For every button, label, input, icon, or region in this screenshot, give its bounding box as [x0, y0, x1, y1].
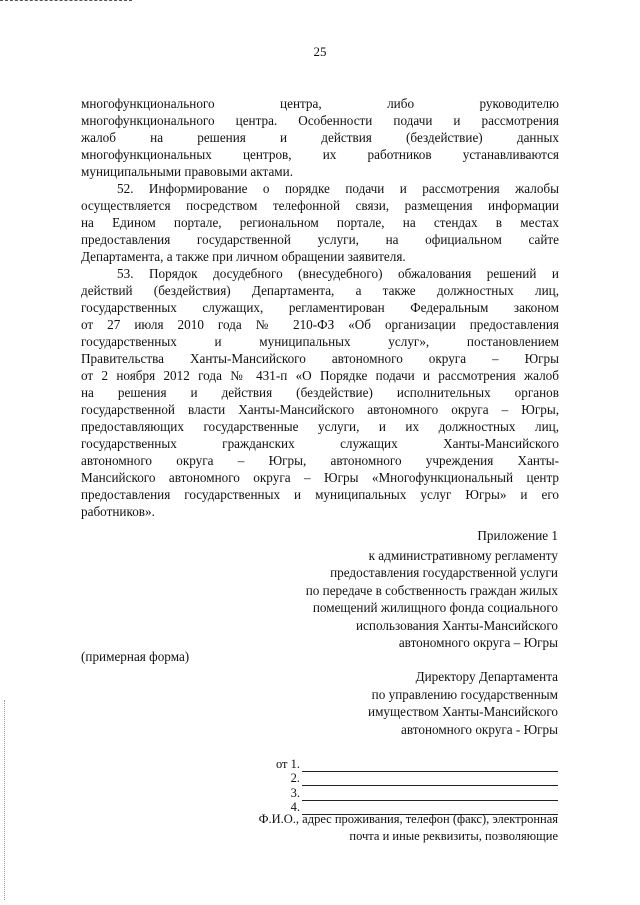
addressee-line: автономного округа - Югры	[401, 721, 558, 737]
blank-line	[302, 790, 558, 801]
text-line: многофункционального центра, либо руководителю	[81, 96, 559, 111]
paragraph-continuation	[81, 95, 559, 180]
appendix-line: к административному регламенту	[368, 547, 558, 563]
appendix-line: автономного округа – Югры	[398, 635, 558, 650]
text-line: муниципальными правовыми актами.	[81, 164, 293, 179]
text-line: предоставления государственных и муниципальных услуг Югры» и его	[81, 487, 559, 502]
text-line: государственных и муниципальных услуг», постановлением	[81, 334, 559, 349]
scan-top-mark	[0, 0, 132, 3]
text-line: государственной власти Ханты-Мансийского автономного округа – Югры,	[81, 402, 559, 417]
text-line: 52. Информирование о порядке подачи и рассмотрения жалобы	[117, 181, 559, 196]
text-line: государственных служащих, регламентирован Федеральным законом	[81, 300, 559, 315]
footnote-line: Ф.И.О., адрес проживания, телефон (факс), электронная	[258, 812, 558, 826]
addressee-line: имуществом Ханты-Мансийского	[368, 704, 558, 719]
field-label: 4.	[290, 800, 300, 814]
appendix-title: Приложение 1	[477, 528, 558, 543]
appendix-line: помещений жилищного фонда социального	[312, 600, 558, 615]
text-line: многофункциональных центров, их работников устанавливаются	[81, 147, 559, 162]
text-line: осуществляется посредством телефонной связи, размещения информации	[81, 198, 559, 213]
fields-footnote	[259, 811, 558, 845]
field-label: от 1.	[275, 756, 300, 771]
appendix-line: предоставления государственной услуги	[330, 565, 558, 580]
applicant-field-row	[250, 786, 558, 801]
document-body	[81, 95, 559, 520]
text-line: предоставляющих государственные услуги, и их должностных лиц,	[81, 419, 559, 434]
appendix-header	[306, 527, 558, 652]
text-line: Департамента, а также при личном обращении заявителя.	[81, 249, 406, 264]
appendix-line: по передаче в собственность граждан жилых	[305, 582, 558, 598]
scan-edge-mark	[4, 700, 6, 900]
text-line: от 27 июля 2010 года № 210-ФЗ «Об организации предоставления	[81, 317, 559, 332]
paragraph-52	[81, 180, 559, 265]
applicant-field-row	[250, 772, 558, 787]
text-line: работников».	[81, 504, 155, 519]
text-line: государственных гражданских служащих Ханты-Мансийского	[81, 436, 559, 451]
text-line: действий (бездействия) Департамента, а также должностных лиц,	[81, 283, 559, 298]
appendix-line: использования Ханты-Мансийского	[355, 617, 558, 633]
text-line: от 2 ноября 2012 года № 431-п «О Порядке подачи и рассмотрения жалоб	[81, 368, 559, 383]
field-label: 3.	[290, 785, 300, 800]
paragraph-53	[81, 265, 559, 520]
text-line: жалоб на решения и действия (бездействие) данных	[81, 130, 559, 145]
text-line: 53. Порядок досудебного (внесудебного) обжалования решений и	[117, 266, 559, 281]
applicant-field-row	[250, 757, 558, 772]
addressee-line: по управлению государственным	[371, 686, 558, 702]
text-line: предоставления государственной услуги, на официальном сайте	[81, 232, 559, 247]
addressee-block	[368, 668, 558, 738]
footnote-line: почта и иные реквизиты, позволяющие	[349, 829, 558, 843]
applicant-fields	[250, 757, 558, 815]
text-line: Мансийского автономного округа – Югры «Многофункциональный центр	[81, 470, 559, 485]
field-label: 2.	[290, 771, 300, 785]
form-type-note: (примерная форма)	[81, 649, 190, 664]
blank-line	[302, 775, 558, 786]
text-line: на решения и действия (бездействие) исполнительных органов	[81, 385, 559, 400]
page-number: 25	[313, 44, 327, 59]
text-line: на Едином портале, региональном портале, на стендах в местах	[81, 215, 559, 230]
blank-line	[302, 761, 558, 772]
text-line: многофункционального центра. Особенности подачи и рассмотрения	[81, 113, 559, 128]
text-line: Правительства Ханты-Мансийского автономного округа – Югры	[81, 351, 559, 366]
text-line: автономного округа – Югры, автономного учреждения Ханты-	[81, 453, 559, 468]
addressee-line: Директору Департамента	[415, 669, 558, 684]
